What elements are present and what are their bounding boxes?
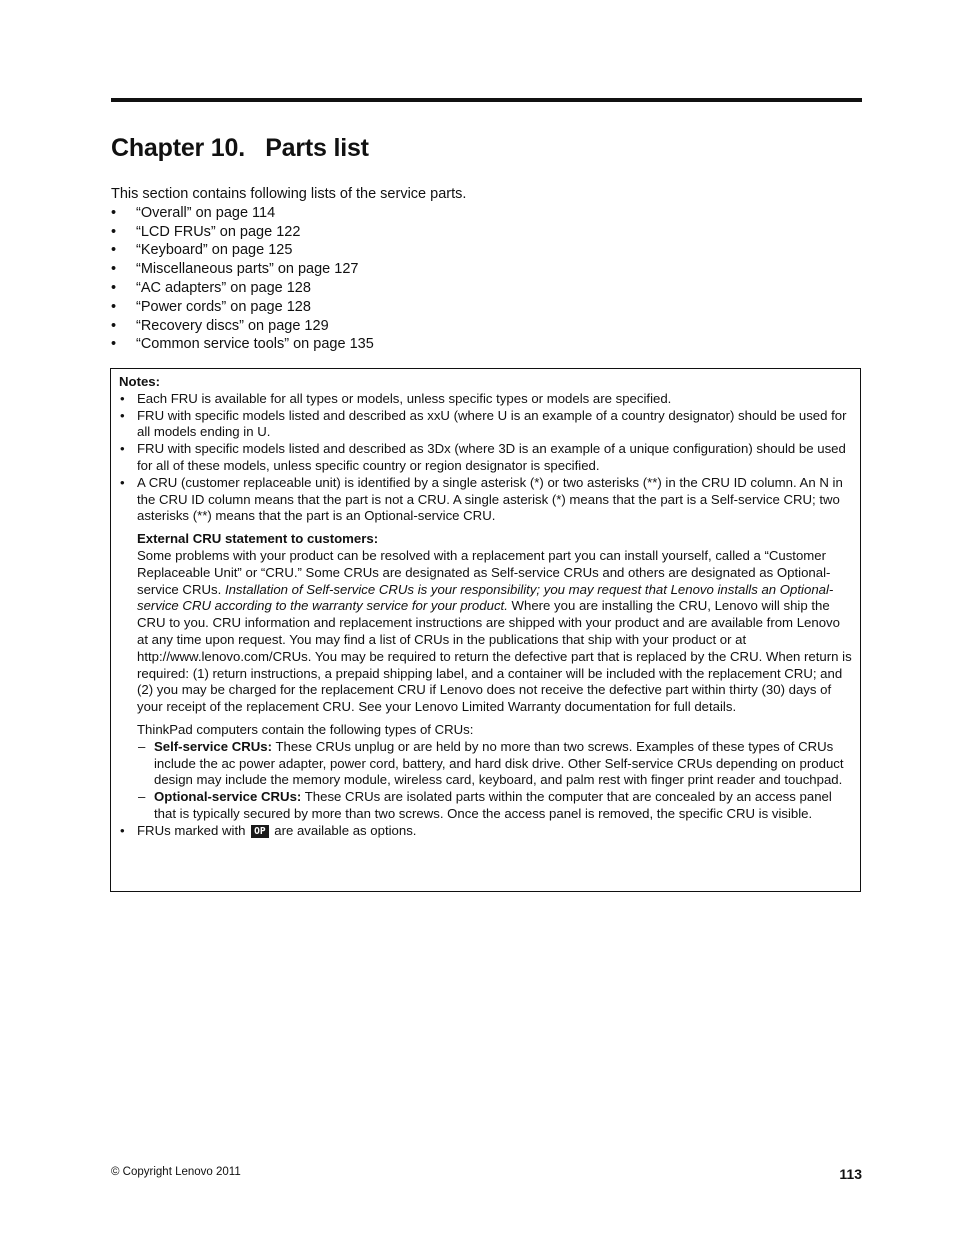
optional-service-label: Optional-service CRUs: — [154, 789, 302, 805]
optional-service-text: These CRUs are isolated parts within the computer that are concealed by an access panel that is typically secured by more than two screws. Once the access panel is removed, the specific CRU is visible. — [154, 789, 832, 821]
self-service-text: These CRUs unplug or are held by no more than two screws. Examples of these types of CRUs include the ac power adapter, power cord, battery, and hard disk drive. Other Self-service CRUs depending on product design may include the memory module, wireless card, keyboard, and palm rest with finger print reader and touchpad. — [154, 738, 844, 788]
footer-copyright: © Copyright Lenovo 2011 — [111, 1166, 241, 1178]
note-item — [119, 823, 853, 840]
parts-list-links — [111, 204, 466, 354]
cru-types-block — [137, 722, 853, 823]
bullet: • — [111, 279, 117, 296]
notes-content — [119, 374, 853, 840]
external-cru-statement — [137, 531, 853, 716]
bullet: • — [111, 242, 117, 259]
list-item-label[interactable]: “Common service tools” on page 135 — [136, 336, 374, 353]
note-text-continued: are available as options. — [274, 822, 417, 838]
bullet: • — [111, 204, 117, 221]
cru-types-list — [137, 739, 853, 823]
note-text: FRUs marked with — [137, 822, 246, 838]
note-text: FRU with specific models listed and described as xxU (where U is an example of a country designator) should be used for all models ending in U. — [137, 407, 847, 440]
bullet: • — [120, 474, 125, 490]
notes-heading: Notes: — [119, 374, 161, 389]
external-cru-text-continued: Where you are installing the CRU, Lenovo will ship the CRU to you. CRU information and replacement instructions are shipped with your product and are available from Lenovo at any time upon request. You may find a list of CRUs in the publications that ship with your product or at http://www.lenovo.com/CRUs. You may be required to return the defective part that is replaced by the CRU. When return is required: (1) return instructions, a prepaid shipping label, and a container will be included with the replacement CRU; and (2) you may be charged for the replacement CRU if Lenovo does not receive the defective part within thirty (30) days of your receipt of the replacement CRU. See your Lenovo Limited Warranty documentation for full details. — [137, 598, 852, 715]
intro-section — [111, 185, 466, 354]
bullet: • — [111, 317, 117, 334]
list-item[interactable] — [111, 335, 466, 354]
dash: – — [138, 738, 146, 754]
cru-type-self-service — [137, 739, 853, 789]
note-item — [119, 391, 853, 408]
list-item[interactable] — [111, 279, 466, 298]
bullet: • — [111, 298, 117, 315]
list-item[interactable] — [111, 260, 466, 279]
note-text: Each FRU is available for all types or models, unless specific types or models are specified. — [137, 390, 672, 406]
notes-list — [119, 391, 853, 840]
cru-types-intro: ThinkPad computers contain the following types of CRUs: — [137, 721, 474, 737]
self-service-label: Self-service CRUs: — [154, 738, 273, 754]
bullet: • — [111, 336, 117, 353]
list-item-label[interactable]: “LCD FRUs” on page 122 — [136, 223, 301, 240]
list-item[interactable] — [111, 223, 466, 242]
list-item-label[interactable]: “Miscellaneous parts” on page 127 — [136, 261, 359, 278]
cru-type-optional-service — [137, 789, 853, 823]
list-item-label[interactable]: “Recovery discs” on page 129 — [136, 317, 329, 334]
list-item[interactable] — [111, 317, 466, 336]
bullet: • — [111, 261, 117, 278]
note-text: A CRU (customer replaceable unit) is identified by a single asterisk (*) or two asterisks (**) in the CRU ID column. An N in the CRU ID column means that the part is not a CRU. A single asterisk (*) means that the part is a Self-service CRU; two asterisks (**) means that the part is an Optional-service CRU. — [137, 474, 843, 524]
note-item — [119, 441, 853, 475]
bullet: • — [111, 223, 117, 240]
bullet: • — [120, 441, 125, 457]
bullet: • — [120, 822, 125, 838]
dash: – — [138, 789, 146, 805]
external-cru-heading: External CRU statement to customers: — [137, 531, 379, 547]
notes-box — [110, 368, 861, 892]
note-item — [119, 408, 853, 442]
list-item[interactable] — [111, 298, 466, 317]
intro-text: This section contains following lists of the service parts. — [111, 186, 467, 202]
list-item[interactable] — [111, 241, 466, 260]
external-cru-paragraph — [137, 548, 853, 716]
list-item-label[interactable]: “Keyboard” on page 125 — [136, 242, 293, 259]
bullet: • — [120, 390, 125, 406]
chapter-title: Chapter 10. Parts list — [111, 134, 369, 162]
page-number: 113 — [839, 1166, 862, 1182]
external-cru-text: Some problems with your product can be resolved with a replacement part you can install yourself, called a “Customer Replaceable Unit” or “CRU.” Some CRUs are designated as Self-service CRUs and others are designated as Optional-service CRUs. — [137, 547, 831, 597]
list-item-label[interactable]: “AC adapters” on page 128 — [136, 279, 311, 296]
bullet: • — [120, 407, 125, 423]
chapter-header-rule — [111, 98, 862, 102]
external-cru-italic-text: Installation of Self-service CRUs is your responsibility; you may request that Lenovo installs an Optional-service CRU according to the warranty service for your product. — [137, 581, 834, 614]
op-badge-icon: OP — [251, 825, 268, 838]
note-item — [119, 475, 853, 823]
list-item-label[interactable]: “Overall” on page 114 — [136, 204, 276, 221]
list-item[interactable] — [111, 204, 466, 223]
list-item-label[interactable]: “Power cords” on page 128 — [136, 298, 311, 315]
note-text: FRU with specific models listed and described as 3Dx (where 3D is an example of a unique configuration) should be used for all of these models, unless specific country or region designator is specified. — [137, 441, 846, 473]
